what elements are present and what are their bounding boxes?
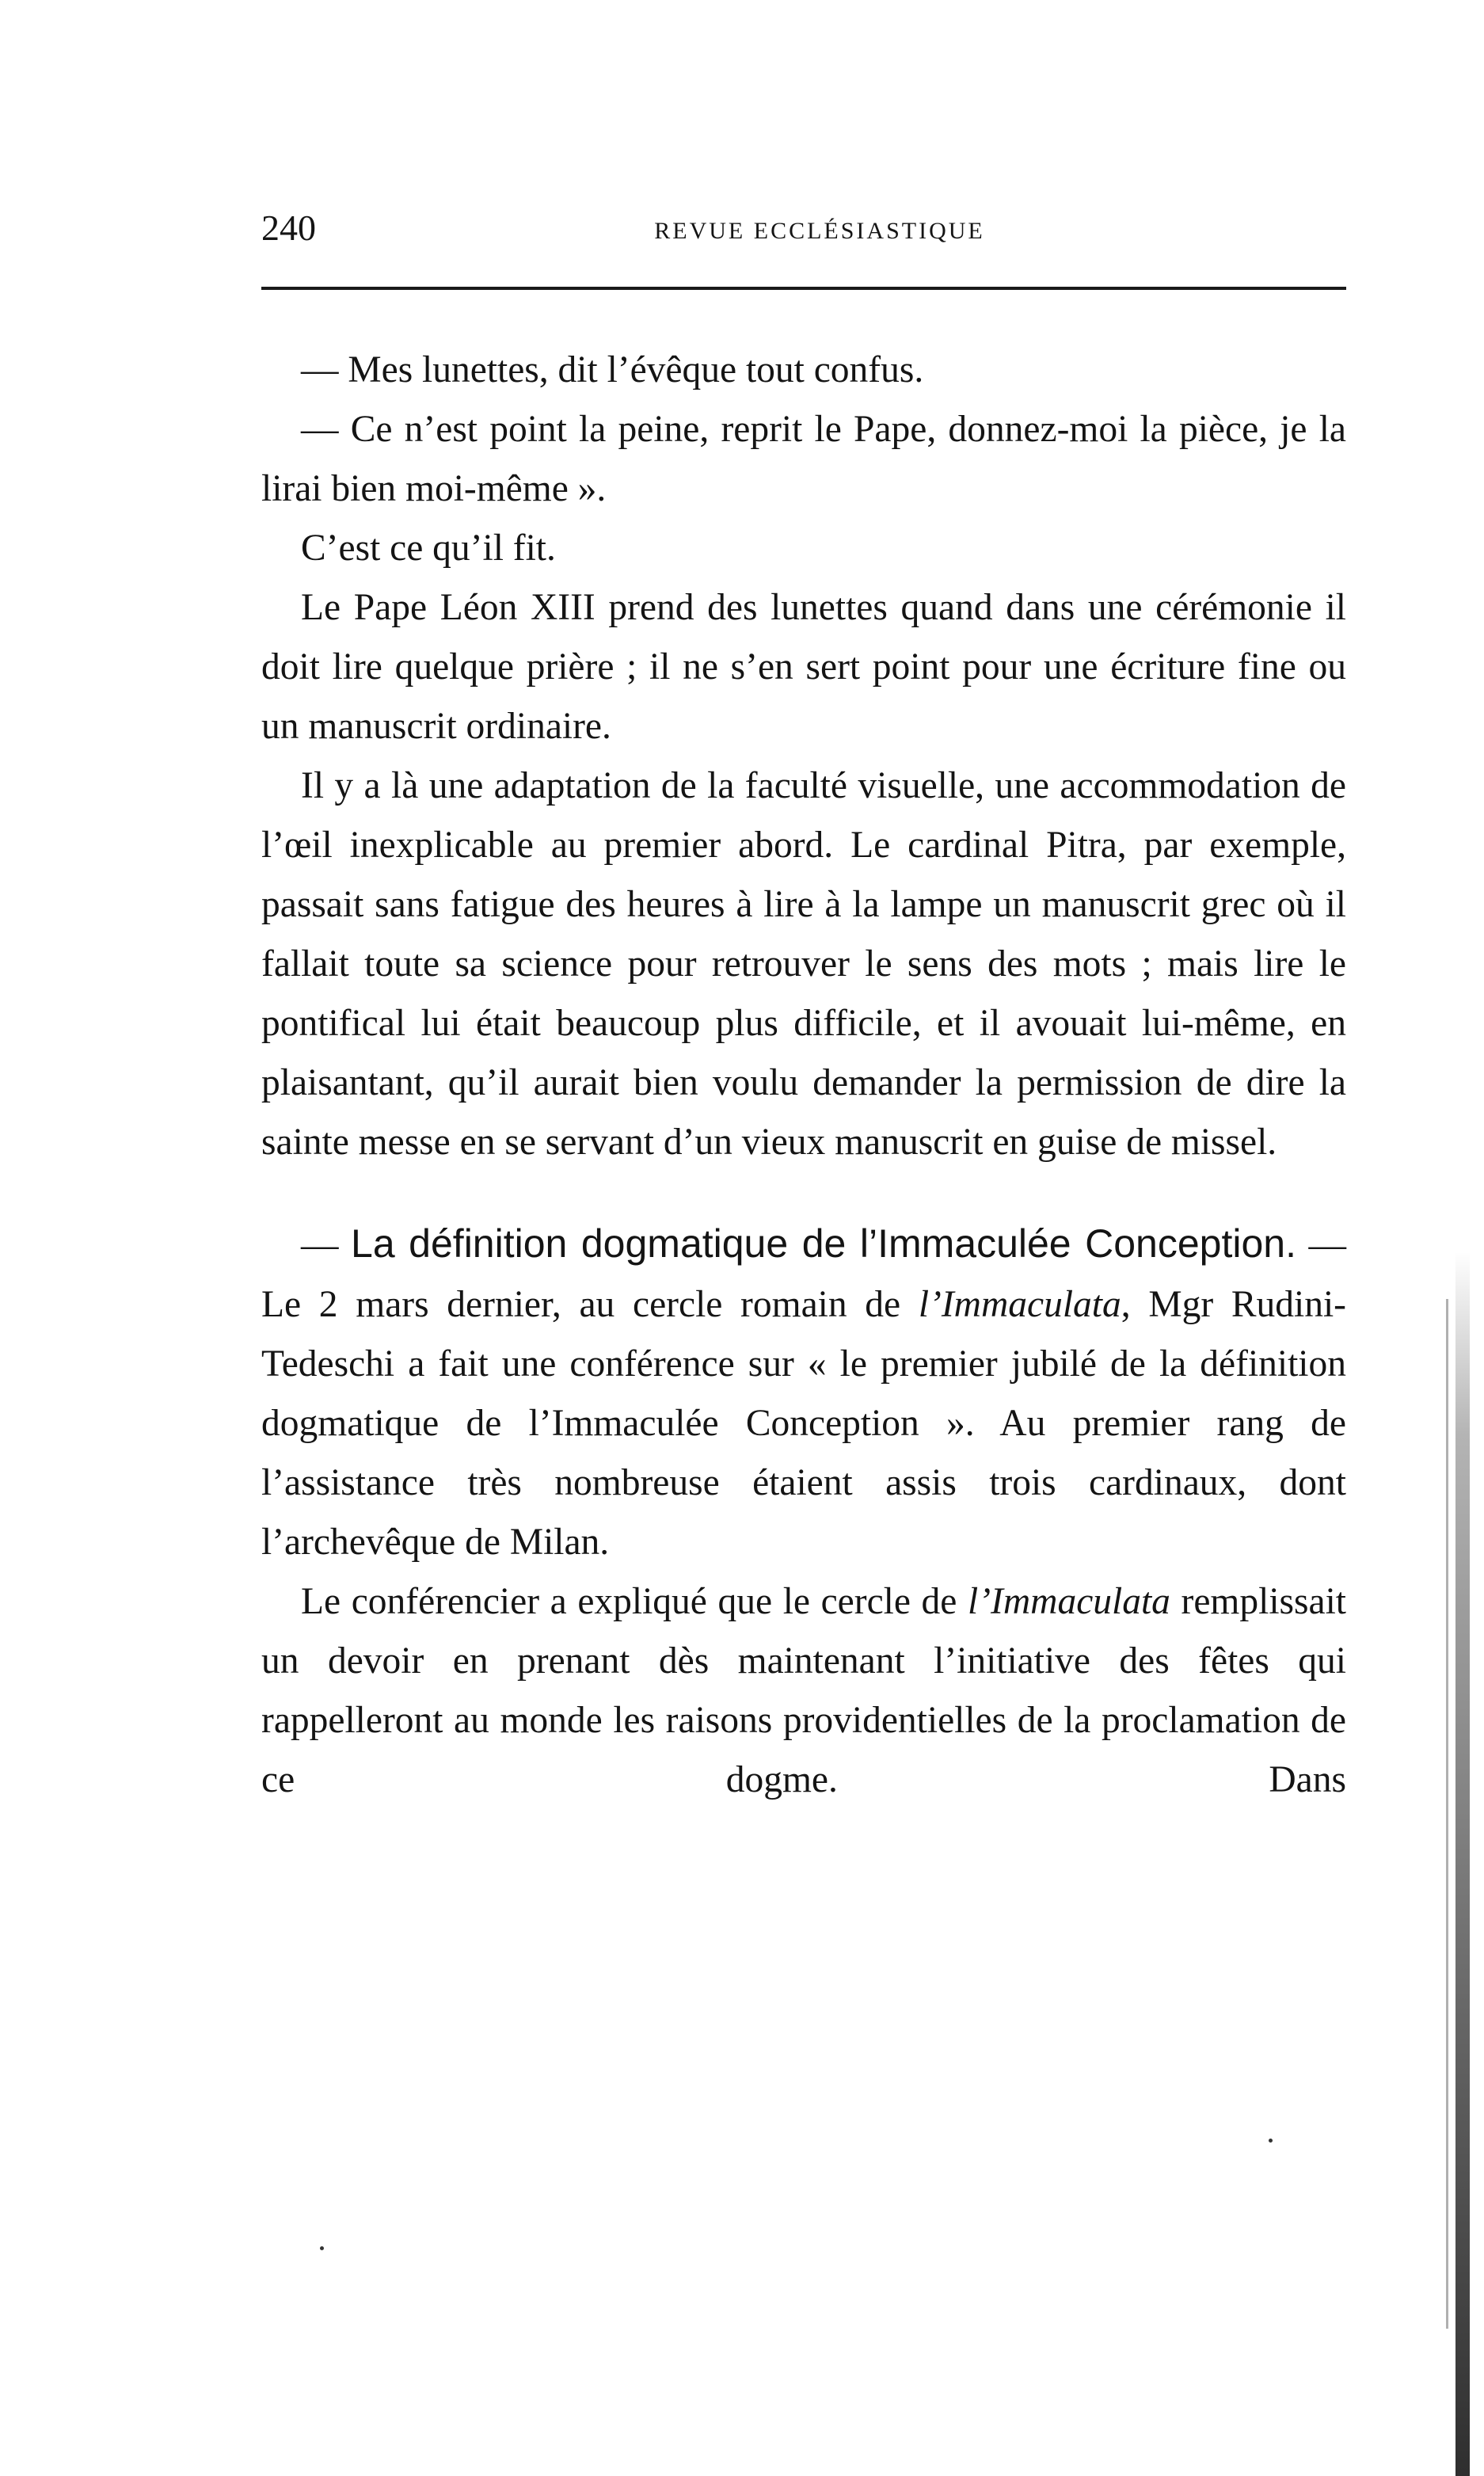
scan-edge-shadow [1455,1251,1470,2476]
section-intro-text: , Mgr Rudini-Tedeschi a fait une conférence sur « le premier jubilé de la définition dogmatique de l’Immaculée Conception ». Au premier rang de l’assistance très nombreuse étaient assis trois cardinaux, dont l’archevêque de Milan. [261,1284,1346,1563]
section-heading: La définition dogmatique de l’Immaculée Conception. [351,1221,1296,1266]
italic-term: l’Immaculata [968,1581,1170,1622]
section-gap [261,1172,1346,1214]
section-paragraph [261,1214,1346,1572]
page-number: 240 [261,208,316,248]
paragraph: — Mes lunettes, dit l’évêque tout confus. [301,349,924,390]
paragraph [261,1572,1346,1810]
heading-dash: — [301,1225,352,1266]
paragraph: C’est ce qu’il fit. [301,528,556,569]
running-title: REVUE ECCLÉSIASTIQUE [654,218,985,244]
print-speck [1269,2139,1273,2143]
scan-edge-line [1446,1299,1448,2329]
body-text [261,341,1346,1810]
print-speck [320,2246,324,2250]
page-header [261,204,1346,252]
italic-term: l’Immaculata [918,1284,1121,1325]
paragraph: Il y a là une adaptation de la faculté visuelle, une accommodation de l’œil inexplicable au premier abord. Le cardinal Pitra, par exemple, passait sans fatigue des heures à lire à la lampe un manuscrit grec où il fallait toute sa science pour retrouver le sens des mots ; mais lire le pontifical lui était beaucoup plus difficile, et il avouait lui-même, en plaisantant, qu’il aurait bien voulu demander la permission de dire la sainte messe en se servant d’un vieux manuscrit en guise de missel. [261,765,1346,1163]
section-intro-text: — Le 2 mars dernier, au cercle romain de [261,1225,1347,1325]
header-rule [261,287,1346,290]
paragraph-text: Le conférencier a expliqué que le cercle de [301,1581,968,1622]
paragraph-text: remplissait un devoir en prenant dès maintenant l’initiative des fêtes qui rappelleront au monde les raisons providentielles de la proclamation de ce dogme. Dans [261,1581,1346,1800]
paragraph: — Ce n’est point la peine, reprit le Pape, donnez-moi la pièce, je la lirai bien moi-même ». [261,409,1346,509]
paragraph: Le Pape Léon XIII prend des lunettes quand dans une cérémonie il doit lire quelque prière ; il ne s’en sert point pour une écriture fine ou un manuscrit ordinaire. [261,587,1346,747]
